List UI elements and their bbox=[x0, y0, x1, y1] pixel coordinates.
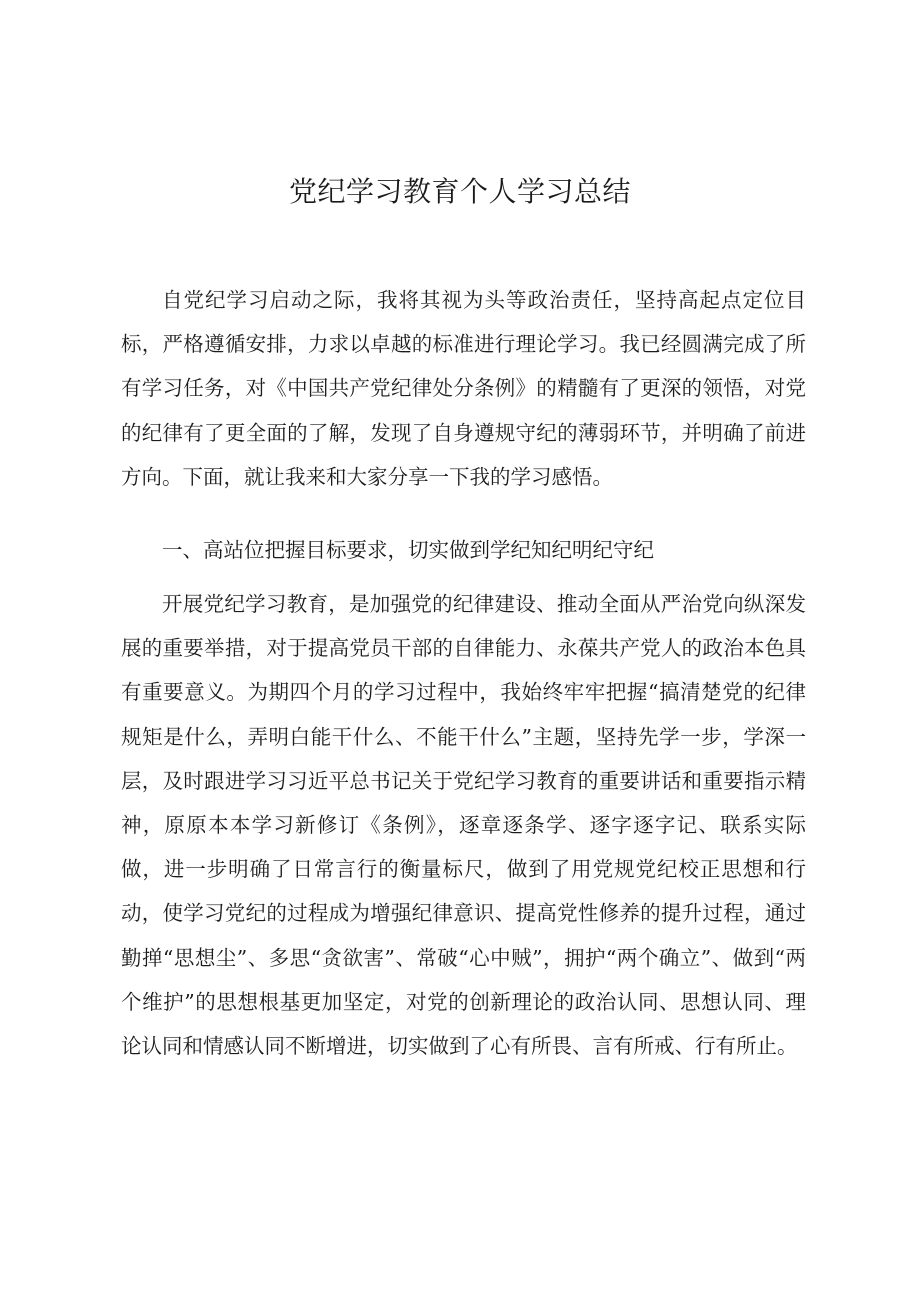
paragraph-section-1: 开展党纪学习教育，是加强党的纪律建设、推动全面从严治党向纵深发展的重要举措，对于提高党员干部的自律能力、永葆共产党人的政治本色具有重要意义。为期四个月的学习过程中，我始终牢牢把握“搞清楚党的纪律规矩是什么，弄明白能干什么、不能干什么”主题，坚持先学一步，学深一层，及时跟进学习习近平总书记关于党纪学习教育的重要讲话和重要指示精神，原原本本学习新修订《条例》，逐章逐条学、逐字逐字记、联系实际做，进一步明确了日常言行的衡量标尺，做到了用党规党纪校正思想和行动，使学习党纪的过程成为增强纪律意识、提高党性修养的提升过程，通过勤掸“思想尘”、多思“贪欲害”、常破“心中贼”，拥护“两个确立”、做到“两个维护”的思想根基更加坚定，对党的创新理论的政治认同、思想认同、理论认同和情感认同不断增进，切实做到了心有所畏、言有所戒、行有所止。 bbox=[121, 592, 806, 1059]
document-title: 党纪学习教育个人学习总结 bbox=[288, 175, 631, 208]
paragraph-intro: 自党纪学习启动之际，我将其视为头等政治责任，坚持高起点定位目标，严格遵循安排，力求以卓越的标准进行理论学习。我已经圆满完成了所有学习任务，对《中国共产党纪律处分条例》的精髓有了更深的领悟，对党的纪律有了更全面的了解，发现了自身遵规守纪的薄弱环节，并明确了前进方向。下面，就让我来和大家分享一下我的学习感悟。 bbox=[121, 288, 806, 489]
section-heading-1: 一、高站位把握目标要求，切实做到学纪知纪明纪守纪 bbox=[162, 538, 654, 562]
